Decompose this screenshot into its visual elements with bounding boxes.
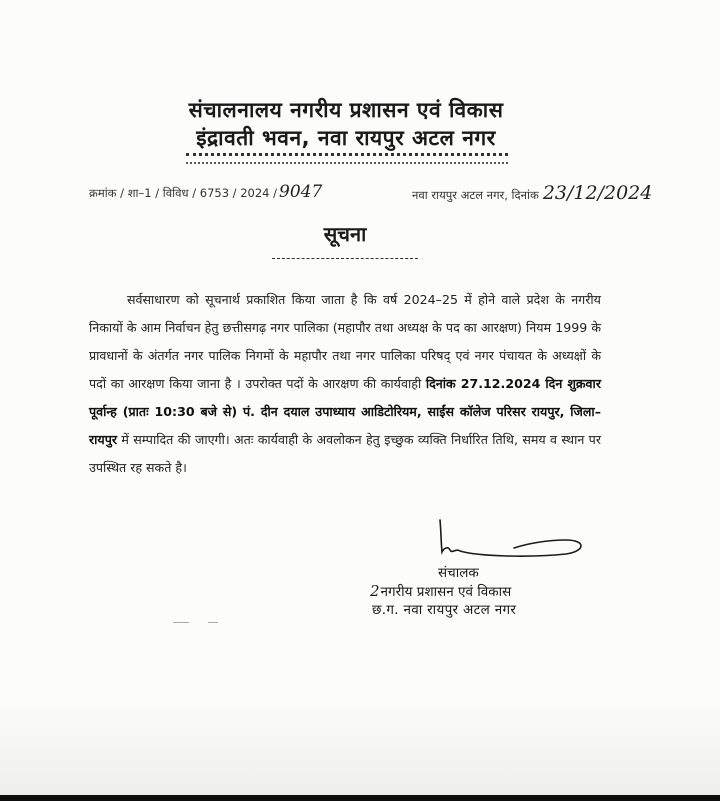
header-divider — [186, 153, 508, 164]
paper-shadow — [0, 700, 720, 795]
notice-body — [89, 286, 601, 482]
scan-mark — [208, 622, 218, 623]
signatory-department — [370, 582, 511, 600]
signatory-department-text: नगरीय प्रशासन एवं विकास — [380, 584, 512, 600]
signatory-location: छ.ग. नवा रायपुर अटल नगर — [372, 602, 517, 618]
signatory-designation: संचालक — [438, 565, 479, 581]
place-and-date — [412, 182, 652, 204]
notice-body-part2: में सम्पादित की जाएगी। अतः कार्यवाही के अवलोकन हेतु इच्छुक व्यक्ति निर्धारित तिथि, समय व स्थान पर उपस्थित रह सकते है। — [89, 432, 601, 475]
photo-edge — [0, 795, 720, 801]
reference-number-handwritten: 9047 — [279, 182, 323, 202]
date-handwritten: 23/12/2024 — [542, 182, 653, 204]
place-printed: नवा रायपुर अटल नगर, दिनांक — [412, 188, 539, 202]
reference-number — [89, 182, 322, 202]
notice-title: सूचना — [323, 222, 367, 246]
notice-body-bold-schedule: दिनांक 27.12.2024 दिन शुक्रवार पूर्वान्ह (प्रातः 10:30 बजे से) पं. दीन दयाल उपाध्याय आडिटोरियम, साईंस कॉलेज परिसर रायपुर, जिला–रायपुर — [89, 376, 601, 447]
title-underline — [272, 258, 418, 259]
handwritten-mark: 2 — [370, 582, 380, 600]
reference-number-printed: क्रमांक / शा–1 / विविध / 6753 / 2024 / — [89, 186, 278, 200]
office-name-heading: संचालनालय नगरीय प्रशासन एवं विकास — [188, 98, 504, 122]
signature — [436, 518, 586, 564]
notice-body-part1: सर्वसाधारण को सूचनार्थ प्रकाशित किया जाता है कि वर्ष 2024–25 में होने वाले प्रदेश के नगरीय निकायों के आम निर्वाचन हेतु छत्तीसगढ़ नगर पालिका (महापौर तथा अध्यक्ष के पद का आरक्षण) नियम 1999 के प्रावधानों के अंतर्गत नगर पालिक निगमों के महापौर तथा नगर पालिका परिषद् एवं नगर पंचायत के अध्यक्षों के पदों का आरक्षण किया जाना है । उपरोक्त पदों के आरक्षण की कार्यवाही — [89, 292, 601, 391]
office-address-heading: इंद्रावती भवन, नवा रायपुर अटल नगर — [196, 126, 496, 150]
scan-mark — [173, 622, 189, 623]
